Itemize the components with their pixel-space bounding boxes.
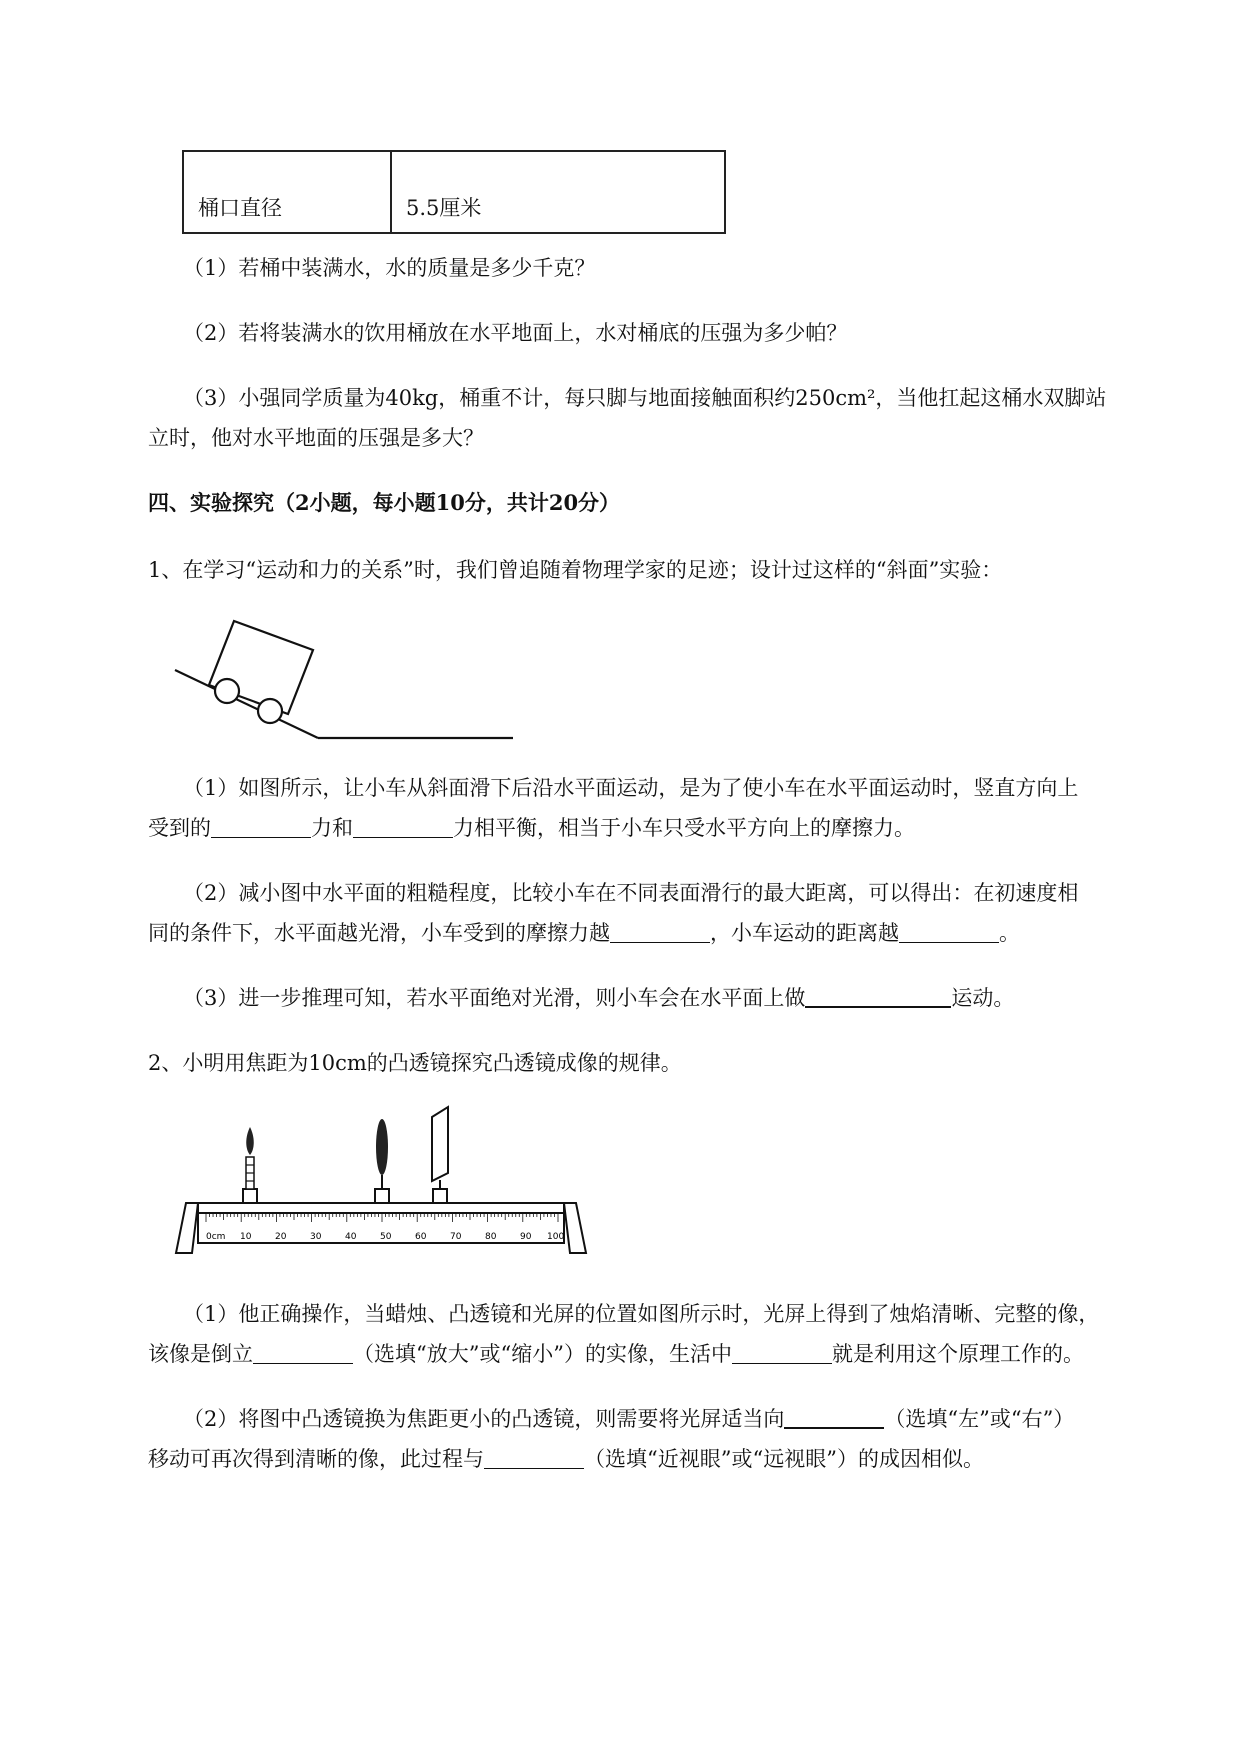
answer-blank[interactable] [784,1403,884,1429]
text-segment: （3）进一步推理可知，若水平面绝对光滑，则小车会在水平面上做 [183,986,806,1010]
cart-wheel-rear [215,679,239,703]
text-segment: （选填“放大”或“缩小”）的实像，生活中 [353,1342,732,1366]
text-segment: 该像是倒立 [148,1342,253,1366]
bench-right-support [564,1203,586,1253]
text-segment: （选填“左”或“右”） [884,1407,1075,1431]
ruler-label-40: 40 [345,1232,357,1242]
ruler-label-100: 100 [547,1232,565,1242]
candle-flame [246,1127,254,1155]
exp2-intro: 2、小明用焦距为10cm的凸透镜探究凸透镜成像的规律。 [148,1051,682,1075]
bench-rail [198,1203,564,1213]
question-3-line2: 立时，他对水平地面的压强是多大？ [148,426,484,450]
ruler-label-50: 50 [380,1232,392,1242]
ruler-label-0: 0cm [206,1232,226,1242]
answer-blank[interactable] [732,1339,832,1364]
text-segment: 同的条件下，水平面越光滑，小车受到的摩擦力越 [148,921,610,945]
optical-bench-diagram [170,1105,600,1265]
table-cell-value: 5.5厘米 [391,151,725,233]
text-segment: （选填“近视眼”或“远视眼”）的成因相似。 [584,1447,984,1471]
table-cell-label: 桶口直径 [183,151,391,233]
text-segment: 移动可再次得到清晰的像，此过程与 [148,1447,484,1471]
text-segment: ，小车运动的距离越 [710,921,899,945]
text-segment: 受到的 [148,816,211,840]
exp1-part3 [183,980,1183,1016]
answer-blank[interactable] [253,1339,353,1364]
question-1: （1）若桶中装满水，水的质量是多少千克？ [183,256,596,280]
exp2-part1-line2 [148,1336,1148,1372]
text-segment: 运动。 [951,986,1015,1010]
exp1-intro: 1、在学习“运动和力的关系”时，我们曾追随着物理学家的足迹；设计过这样的“斜面”实验： [148,558,1003,582]
question-2: （2）若将装满水的饮用桶放在水平地面上，水对桶底的压强为多少帕？ [183,321,848,345]
table-row [183,151,725,233]
ruler-label-90: 90 [520,1232,532,1242]
text-segment: 力和 [311,816,353,840]
answer-blank[interactable] [899,918,999,943]
text-segment: 就是利用这个原理工作的。 [831,1342,1084,1366]
ruler-label-60: 60 [415,1232,427,1242]
exp1-part1-line2 [148,810,1148,846]
answer-blank[interactable] [211,813,311,838]
text-segment: 力相平衡，相当于小车只受水平方向上的摩擦力。 [453,816,915,840]
convex-lens [375,1119,389,1203]
spec-table [182,150,726,234]
answer-blank[interactable] [484,1444,584,1469]
question-3-line1: （3）小强同学质量为40kg，桶重不计，每只脚与地面接触面积约250cm²，当他扛起这桶水双脚站 [183,386,1107,410]
candle [243,1127,257,1203]
exp1-part2-line1: （2）减小图中水平面的粗糙程度，比较小车在不同表面滑行的最大距离，可以得出：在初速度相 [183,881,1079,905]
ruler-label-20: 20 [275,1232,287,1242]
answer-blank[interactable] [353,813,453,838]
incline-diagram [170,610,520,750]
exp2-part2-line1 [183,1401,1183,1437]
text-segment: 。 [999,921,1020,945]
ruler-label-30: 30 [310,1232,322,1242]
exp1-part1-line1: （1）如图所示，让小车从斜面滑下后沿水平面运动，是为了使小车在水平面运动时，竖直方向上 [183,776,1079,800]
ruler-label-10: 10 [240,1232,252,1242]
light-screen [432,1107,448,1203]
answer-blank[interactable] [805,982,951,1008]
exp2-part2-line2 [148,1441,1148,1477]
exp2-part1-line1: （1）他正确操作，当蜡烛、凸透镜和光屏的位置如图所示时，光屏上得到了烛焰清晰、完整的像， [183,1302,1100,1326]
ruler-label-70: 70 [450,1232,462,1242]
answer-blank[interactable] [610,918,710,943]
ruler-label-80: 80 [485,1232,497,1242]
exp1-part2-line2 [148,915,1148,951]
text-segment: （2）将图中凸透镜换为焦距更小的凸透镜，则需要将光屏适当向 [183,1407,785,1431]
section-title: 四、实验探究（2小题，每小题10分，共计20分） [148,490,621,515]
bench-left-support [176,1203,198,1253]
cart-wheel-front [258,699,282,723]
